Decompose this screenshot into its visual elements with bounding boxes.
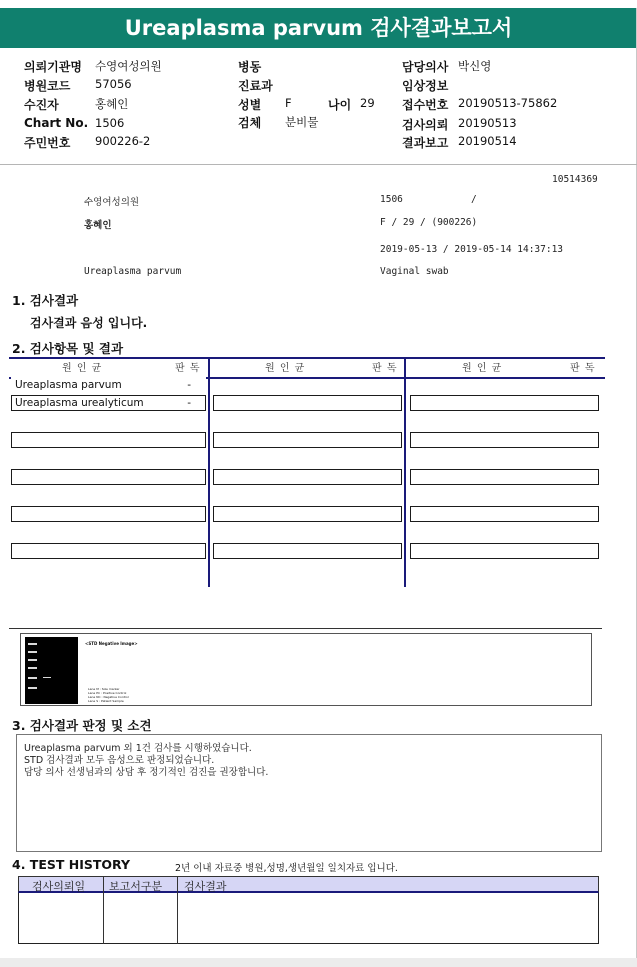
section3-heading: 3. 검사결과 판정 및 소견	[12, 718, 152, 733]
gel-caption: <STD Negative Image>	[85, 641, 138, 646]
report-title: Ureaplasma parvum 검사결과보고서	[124, 16, 513, 40]
header-divider	[0, 164, 637, 165]
value-receipt-no: 20190513-75862	[458, 96, 558, 110]
value-doctor: 박신영	[458, 59, 492, 73]
empty-cell	[410, 543, 599, 559]
label-sex: 성별	[238, 98, 262, 112]
section1-heading: 1. 검사결과	[12, 293, 79, 308]
meta-hospital: 수영여성의원	[84, 197, 140, 208]
value-hospital-code: 57056	[95, 77, 132, 91]
value-hospital: 수영여성의원	[95, 59, 162, 73]
column-divider	[208, 357, 210, 587]
label-receipt-no: 접수번호	[402, 98, 449, 112]
empty-cell	[410, 432, 599, 448]
label-patient: 수진자	[24, 98, 59, 112]
result-cell	[11, 395, 206, 411]
section2-heading: 2. 검사항목 및 결과	[12, 341, 124, 356]
opinion-line: STD 검사결과 모두 음성으로 판정되었습니다.	[24, 755, 215, 766]
col-header-judgement-2: 판 독	[372, 363, 398, 374]
meta-dates: 2019-05-13 / 2019-05-14 14:37:13	[380, 244, 564, 255]
gel-legend-line: Lane PC : Positive Control	[88, 691, 127, 695]
value-sex: F	[285, 96, 292, 110]
empty-cell	[213, 395, 402, 411]
value-resident-no: 900226-2	[95, 134, 151, 148]
empty-cell	[410, 395, 599, 411]
value-patient: 홍혜인	[95, 97, 129, 111]
label-chart-no: Chart No.	[24, 116, 89, 130]
col-header-pathogen-2: 원 인 균	[265, 363, 306, 374]
label-hospital: 의뢰기관명	[24, 60, 82, 74]
empty-cell	[11, 543, 206, 559]
empty-cell	[11, 469, 206, 485]
label-request-date: 검사의뢰	[402, 118, 449, 132]
empty-cell	[213, 543, 402, 559]
history-table-header	[18, 876, 599, 893]
gel-legend	[88, 687, 129, 703]
label-specimen: 검체	[238, 116, 262, 130]
pathogen-result: -	[187, 397, 191, 409]
meta-patient: 홍혜인	[84, 220, 112, 231]
label-department: 진료과	[238, 79, 273, 93]
value-specimen: 분비물	[285, 115, 319, 129]
label-age: 나이	[328, 98, 352, 112]
empty-cell	[410, 469, 599, 485]
label-doctor: 담당의사	[402, 60, 449, 74]
history-note: 2년 이내 자료중 병원,성명,생년월일 일치자료 입니다.	[175, 863, 398, 874]
pathogen-name: Ureaplasma urealyticum	[15, 397, 144, 409]
empty-cell	[11, 432, 206, 448]
value-chart-no: 1506	[95, 116, 125, 130]
empty-cell	[213, 432, 402, 448]
column-divider	[103, 876, 104, 944]
value-report-date: 20190514	[458, 134, 517, 148]
value-request-date: 20190513	[458, 116, 517, 130]
col-header-pathogen-1: 원 인 균	[62, 363, 103, 374]
opinion-line: 담당 의사 선생님과의 상담 후 정기적인 검진을 권장합니다.	[24, 767, 269, 778]
bottom-bar	[0, 958, 637, 967]
gel-legend-line: Lane NC : Negative Control	[88, 695, 129, 699]
pathogen-result: -	[187, 379, 191, 391]
gel-image	[25, 637, 78, 704]
pathogen-name: Ureaplasma parvum	[15, 379, 122, 391]
gel-legend-line: Lane S : Patient Sample	[88, 699, 124, 703]
gel-legend-line: Lane M : Size marker	[88, 687, 120, 691]
col-header-judgement-1: 판 독	[175, 363, 201, 374]
history-col-request-date: 검사의뢰일	[32, 880, 86, 893]
label-resident-no: 주민번호	[24, 136, 71, 150]
history-col-report-type: 보고서구분	[109, 880, 163, 893]
meta-chart: 1506	[380, 194, 403, 205]
col-header-pathogen-3: 원 인 균	[462, 363, 503, 374]
empty-cell	[410, 506, 599, 522]
label-hospital-code: 병원코드	[24, 79, 71, 93]
history-col-result: 검사결과	[184, 880, 227, 893]
divider	[9, 628, 602, 629]
section4-heading: 4. TEST HISTORY	[12, 857, 131, 872]
opinion-line: Ureaplasma parvum 외 1건 검사를 시행하였습니다.	[24, 743, 252, 754]
col-header-judgement-3: 판 독	[570, 363, 596, 374]
meta-test: Ureaplasma parvum	[84, 266, 182, 277]
meta-chart-sep: /	[471, 194, 477, 205]
empty-cell	[11, 506, 206, 522]
value-age: 29	[360, 96, 375, 110]
label-clinical-info: 임상정보	[402, 79, 449, 93]
empty-cell	[213, 506, 402, 522]
report-id: 10514369	[552, 174, 598, 185]
meta-specimen: Vaginal swab	[380, 266, 449, 277]
meta-sex-age: F / 29 / (900226)	[380, 217, 478, 228]
label-ward: 병동	[238, 60, 262, 74]
section1-result: 검사결과 음성 입니다.	[30, 316, 148, 330]
column-divider	[177, 876, 178, 944]
label-report-date: 결과보고	[402, 136, 449, 150]
empty-cell	[213, 469, 402, 485]
result-cell	[11, 377, 206, 393]
column-divider	[404, 357, 406, 587]
